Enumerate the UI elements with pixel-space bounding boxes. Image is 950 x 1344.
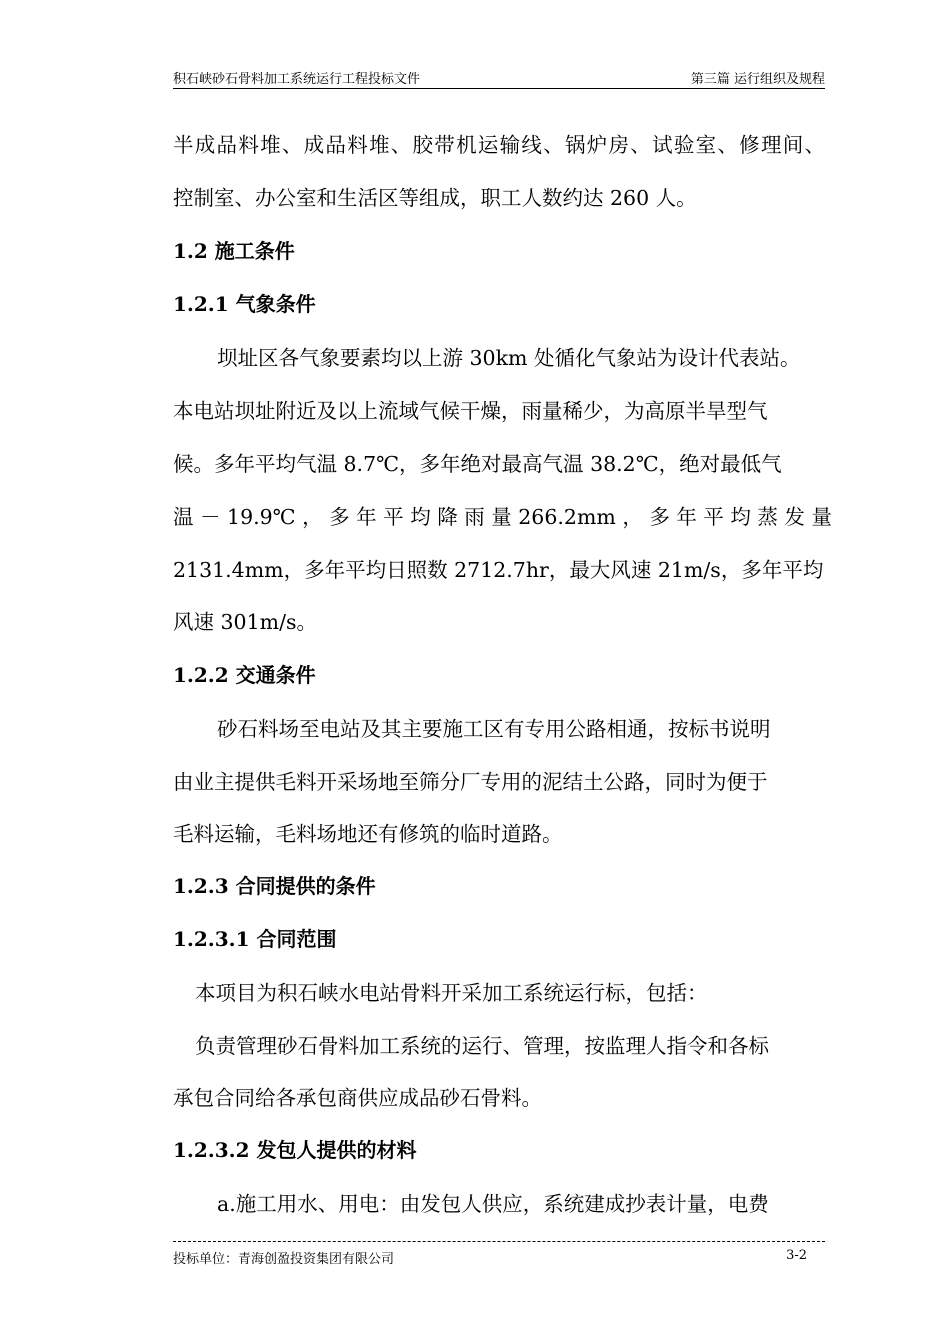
- footer-bidder: 投标单位：青海创盈投资集团有限公司: [173, 1252, 395, 1267]
- paragraph-line: 2131.4mm，多年平均日照数 2712.7hr，最大风速 21m/s，多年平均: [173, 558, 824, 582]
- subsection-heading: 1.2.3.1 合同范围: [173, 927, 337, 951]
- page-number: 3-2: [786, 1248, 807, 1263]
- paragraph-line: 砂石料场至电站及其主要施工区有专用公路相通，按标书说明: [217, 717, 771, 741]
- subsection-heading: 1.2.1 气象条件: [173, 292, 316, 316]
- paragraph-line: 温 － 19.9℃ ， 多 年 平 均 降 雨 量 266.2mm ， 多 年 平 均 蒸 发 量: [173, 505, 832, 529]
- paragraph-line: 风速 301m/s。: [173, 610, 318, 634]
- header-section-title: 第三篇 运行组织及规程: [690, 72, 825, 87]
- paragraph-line: 本电站坝址附近及以上流域气候干燥，雨量稀少，为高原半旱型气: [173, 399, 768, 423]
- subsection-heading: 1.2.3 合同提供的条件: [173, 874, 376, 898]
- page-footer: [173, 1248, 825, 1268]
- paragraph-line: 承包合同给各承包商供应成品砂石骨料。: [173, 1086, 542, 1110]
- footer-divider: [173, 1241, 825, 1242]
- subsection-heading: 1.2.2 交通条件: [173, 663, 316, 687]
- section-heading: 1.2 施工条件: [173, 239, 295, 263]
- subsection-heading: 1.2.3.2 发包人提供的材料: [173, 1138, 417, 1162]
- paragraph-line: 控制室、办公室和生活区等组成，职工人数约达 260 人。: [173, 186, 697, 210]
- header-document-title: 积石峡砂石骨料加工系统运行工程投标文件: [173, 72, 421, 87]
- paragraph-line: a.施工用水、用电：由发包人供应，系统建成抄表计量，电费: [217, 1192, 769, 1216]
- paragraph-line: 坝址区各气象要素均以上游 30km 处循化气象站为设计代表站。: [217, 346, 801, 370]
- paragraph-line: 毛料运输，毛料场地还有修筑的临时道路。: [173, 822, 563, 846]
- page-header: [173, 66, 825, 89]
- paragraph-line: 本项目为积石峡水电站骨料开采加工系统运行标，包括：: [195, 981, 708, 1005]
- paragraph-line: 负责管理砂石骨料加工系统的运行、管理，按监理人指令和各标: [195, 1034, 769, 1058]
- paragraph-line: 候。多年平均气温 8.7℃，多年绝对最高气温 38.2℃，绝对最低气: [173, 452, 782, 476]
- paragraph-line: 半成品料堆、成品料堆、胶带机运输线、锅炉房、试验室、修理间、: [173, 133, 825, 157]
- paragraph-line: 由业主提供毛料开采场地至筛分厂专用的泥结土公路，同时为便于: [173, 770, 768, 794]
